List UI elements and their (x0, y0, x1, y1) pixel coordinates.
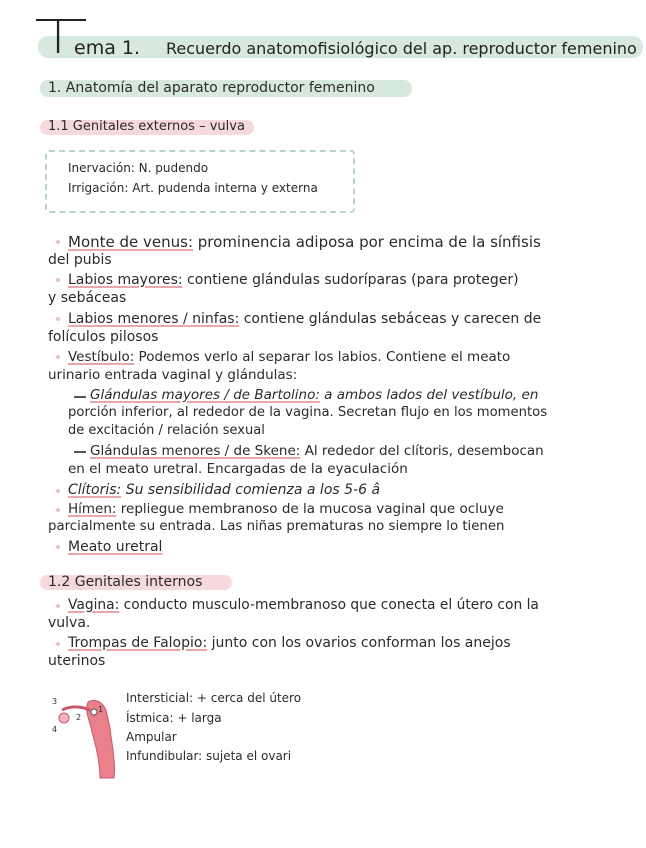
list-item: Meato uretral (68, 539, 163, 555)
bullet-dot (56, 642, 60, 646)
section11-heading: 1.1 Genitales externos – vulva (48, 119, 245, 134)
sub-list-item: Glándulas menores / de Skene: Al rededor del clítoris, desembocan (90, 443, 544, 459)
bullet-dot (56, 604, 60, 608)
list-item-cont: urinario entrada vaginal y glándulas: (48, 367, 298, 383)
sub-list-item-cont: en el meato uretral. Encargadas de la eyaculación (68, 461, 408, 477)
sub-list-item-cont: porción inferior, al rededor de la vagina. Secretan flujo en los momentos (68, 405, 548, 420)
box-line-inervacion: Inervación: N. pudendo (68, 161, 209, 175)
list-item-cont: vulva. (48, 615, 91, 631)
diagram-number: 3 (52, 697, 58, 706)
list-item: Labios menores / ninfas: contiene glándulas sebáceas y carecen de (68, 311, 542, 327)
diagram-number: 4 (52, 725, 58, 734)
page-title: ema 1. (74, 37, 141, 59)
list-item-cont: folículos pilosos (48, 329, 159, 345)
bullet-dot (56, 240, 60, 244)
title-letter: T (44, 10, 73, 64)
sub-list-item-cont: de excitación / relación sexual (68, 423, 265, 438)
list-item: Clítoris: Su sensibilidad comienza a los 5-6 â (68, 482, 381, 498)
section12-heading: 1.2 Genitales internos (48, 574, 203, 590)
page-subtitle: Recuerdo anatomofisiológico del ap. reproductor femenino (166, 39, 637, 58)
diagram-number: 1 (98, 705, 104, 714)
section1-heading: 1. Anatomía del aparato reproductor femenino (48, 80, 375, 96)
bullet-dot (56, 355, 60, 359)
list-item: Hímen: repliegue membranoso de la mucosa vaginal que ocluye (68, 501, 504, 517)
list-item: Vagina: conducto musculo-membranoso que conecta el útero con la (68, 597, 539, 613)
list-item-cont: y sebáceas (48, 290, 127, 306)
list-item: Labios mayores: contiene glándulas sudoríparas (para proteger) (68, 272, 519, 288)
bullet-dot (56, 317, 60, 321)
sub-bullet-dash (74, 396, 86, 398)
bullet-dot (56, 278, 60, 282)
fallopian-tube (62, 707, 90, 710)
legend-item: Intersticial: + cerca del útero (126, 691, 302, 705)
legend-item: Ístmica: + larga (126, 711, 222, 725)
list-item: Monte de venus: prominencia adiposa por encima de la sínfisis (68, 233, 541, 251)
bullet-dot (56, 489, 60, 493)
list-item: Vestíbulo: Podemos verlo al separar los labios. Contiene el meato (68, 349, 511, 365)
bullet-dot (56, 508, 60, 512)
tube-marker (91, 709, 97, 715)
bullet-dot (56, 545, 60, 549)
box-line-irrigacion: Irrigación: Art. pudenda interna y externa (68, 181, 318, 195)
list-item-cont: parcialmente su entrada. Las niñas prematuras no siempre lo tienen (48, 519, 505, 534)
uterus-tube-drawing (50, 688, 120, 780)
legend-item: Ampular (126, 730, 177, 744)
sub-list-item: Glándulas mayores / de Bartolino: a ambos lados del vestíbulo, en (90, 387, 539, 403)
list-item-cont: del pubis (48, 252, 112, 268)
list-item-cont: uterinos (48, 653, 106, 669)
ovary-shape (59, 713, 69, 723)
list-item: Trompas de Falopio: junto con los ovarios conforman los anejos (68, 635, 511, 651)
diagram-number: 2 (76, 713, 82, 722)
legend-item: Infundibular: sujeta el ovari (126, 749, 292, 763)
sub-bullet-dash (74, 451, 86, 453)
